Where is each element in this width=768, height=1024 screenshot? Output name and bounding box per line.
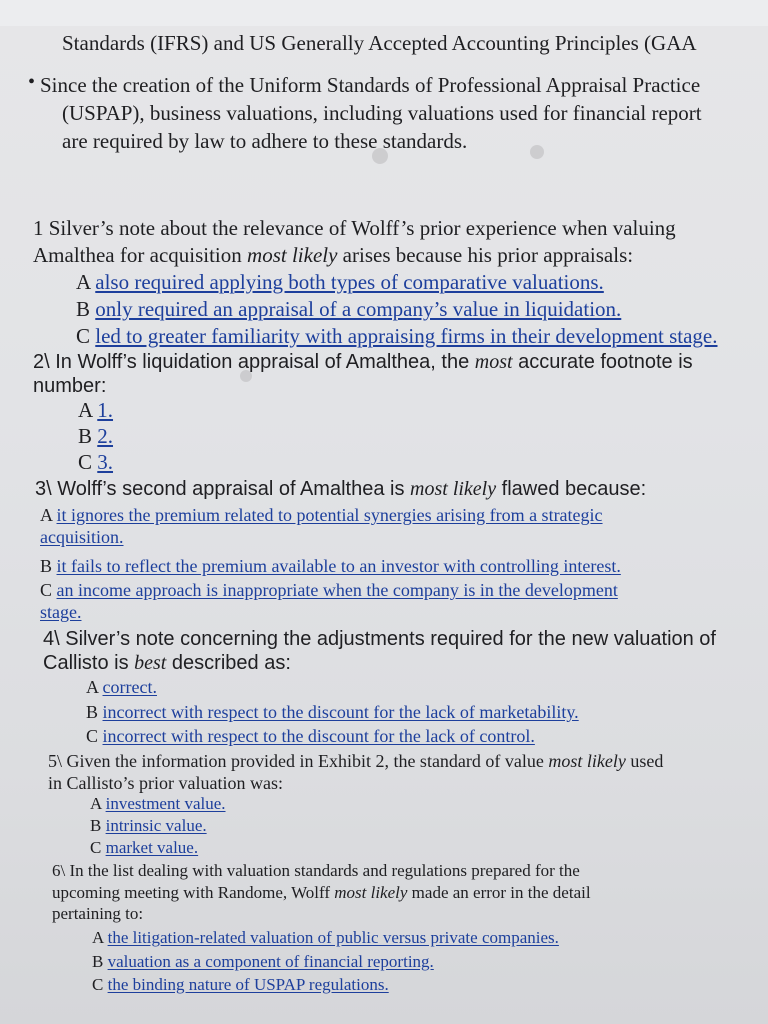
question-1-option-a[interactable]: A also required applying both types of comparative valuations. xyxy=(76,270,604,294)
question-3-option-a[interactable]: A it ignores the premium related to potential synergies arising from a strategic xyxy=(40,505,603,525)
option-link[interactable]: led to greater familiarity with appraising firms in their development stage. xyxy=(95,324,718,348)
question-1-option-c[interactable]: C led to greater familiarity with appraising firms in their development stage. xyxy=(76,324,718,348)
option-link[interactable]: acquisition. xyxy=(40,527,124,547)
option-link[interactable]: an income approach is inappropriate when the company is in the development xyxy=(56,580,618,600)
question-4-option-a[interactable]: A correct. xyxy=(86,677,157,697)
question-6-stem: 6\ In the list dealing with valuation standards and regulations prepared for the xyxy=(52,861,580,880)
question-6-option-b[interactable]: B valuation as a component of financial reporting. xyxy=(92,952,434,971)
option-link[interactable]: 1. xyxy=(97,398,114,422)
question-4-option-b[interactable]: B incorrect with respect to the discount for the lack of marketability. xyxy=(86,702,579,722)
question-5-option-b[interactable]: B intrinsic value. xyxy=(90,816,207,835)
question-3-option-b[interactable]: B it fails to reflect the premium available to an investor with controlling interest. xyxy=(40,556,621,576)
option-link[interactable]: investment value. xyxy=(105,794,226,813)
option-link[interactable]: it fails to reflect the premium available to an investor with controlling interest. xyxy=(56,556,621,576)
smudge-mark xyxy=(530,145,544,159)
option-link[interactable]: stage. xyxy=(40,602,82,622)
question-4-stem: Callisto is best described as: xyxy=(43,652,291,674)
question-2-option-a[interactable]: A 1. xyxy=(78,398,114,422)
question-6-stem: pertaining to: xyxy=(52,904,144,923)
question-4-option-c[interactable]: C incorrect with respect to the discount for the lack of control. xyxy=(86,726,535,746)
option-link[interactable]: 2. xyxy=(97,424,114,448)
bullet-marker: • xyxy=(28,71,36,93)
option-link[interactable]: also required applying both types of comparative valuations. xyxy=(95,270,604,294)
option-link[interactable]: incorrect with respect to the discount for the lack of control. xyxy=(102,726,535,746)
option-link[interactable]: it ignores the premium related to potential synergies arising from a strategic xyxy=(56,505,603,525)
question-4-stem: 4\ Silver’s note concerning the adjustments required for the new valuation of xyxy=(43,628,716,650)
question-3-stem: 3\ Wolff’s second appraisal of Amalthea is most likely flawed because: xyxy=(35,478,647,500)
intro-bullet-line: (USPAP), business valuations, including valuations used for financial report xyxy=(62,101,702,125)
question-2-option-b[interactable]: B 2. xyxy=(78,424,114,448)
option-link[interactable]: 3. xyxy=(97,450,114,474)
question-2-option-c[interactable]: C 3. xyxy=(78,450,114,474)
question-5-stem: 5\ Given the information provided in Exhibit 2, the standard of value most likely used xyxy=(48,751,664,771)
question-1-stem: 1 Silver’s note about the relevance of Wolff’s prior experience when valuing xyxy=(33,216,676,240)
option-link[interactable]: the binding nature of USPAP regulations. xyxy=(107,975,389,994)
option-link[interactable]: the litigation-related valuation of public versus private companies. xyxy=(107,928,559,947)
option-link[interactable]: intrinsic value. xyxy=(105,816,207,835)
question-6-option-c[interactable]: C the binding nature of USPAP regulations. xyxy=(92,975,389,994)
question-1-option-b[interactable]: B only required an appraisal of a company’s value in liquidation. xyxy=(76,297,622,321)
option-link[interactable]: valuation as a component of financial reporting. xyxy=(107,952,434,971)
question-5-option-c[interactable]: C market value. xyxy=(90,838,199,857)
question-2-stem: number: xyxy=(33,375,107,397)
question-2-stem: 2\ In Wolff’s liquidation appraisal of Amalthea, the most accurate footnote is xyxy=(33,351,693,373)
question-3-option-a-cont[interactable] xyxy=(40,525,124,549)
screen-top-band xyxy=(0,0,768,26)
option-link[interactable]: only required an appraisal of a company’s value in liquidation. xyxy=(95,297,622,321)
question-3-option-c-cont[interactable] xyxy=(40,600,81,624)
option-link[interactable]: incorrect with respect to the discount for the lack of marketability. xyxy=(102,702,579,722)
question-1-stem: Amalthea for acquisition most likely arises because his prior appraisals: xyxy=(33,243,634,267)
question-6-option-a[interactable]: A the litigation-related valuation of public versus private companies. xyxy=(92,928,559,947)
intro-bullet-line: Since the creation of the Uniform Standards of Professional Appraisal Practice xyxy=(40,73,701,97)
option-link[interactable]: market value. xyxy=(105,838,199,857)
intro-bullet-line: are required by law to adhere to these standards. xyxy=(62,129,468,153)
question-5-stem: in Callisto’s prior valuation was: xyxy=(48,773,283,793)
intro-line: Standards (IFRS) and US Generally Accepted Accounting Principles (GAA xyxy=(62,31,697,55)
option-link[interactable]: correct. xyxy=(102,677,157,697)
question-5-option-a[interactable]: A investment value. xyxy=(90,794,226,813)
question-3-option-c[interactable]: C an income approach is inappropriate when the company is in the development xyxy=(40,580,618,600)
question-6-stem: upcoming meeting with Randome, Wolff most likely made an error in the detail xyxy=(52,883,591,902)
